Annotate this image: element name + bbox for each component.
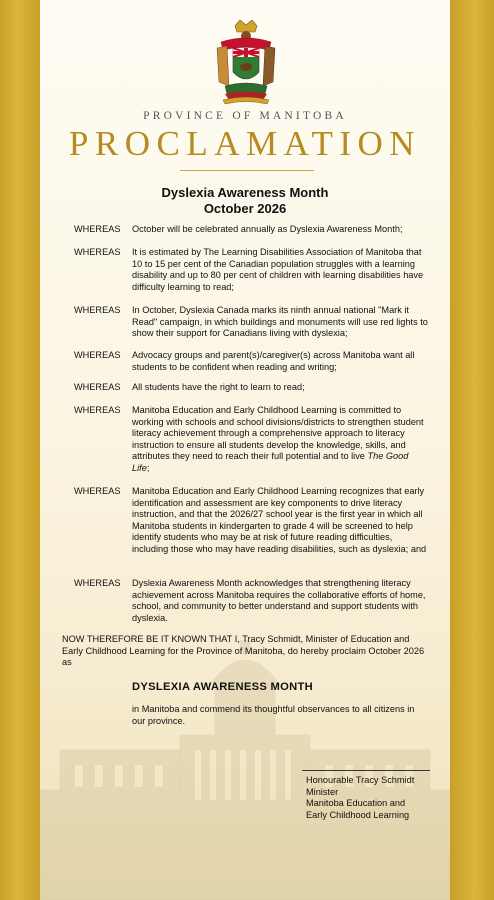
- clause-keyword: WHEREAS: [74, 486, 121, 496]
- signature-line: [302, 770, 430, 771]
- title-line-1: Dyslexia Awareness Month: [161, 185, 329, 200]
- document-title: [40, 185, 450, 217]
- clause-keyword: WHEREAS: [74, 578, 121, 588]
- clause-text: All students have the right to learn to read;: [132, 382, 305, 392]
- italic-phrase: The Good Life: [132, 451, 409, 473]
- manitoba-coat-of-arms-icon: [211, 20, 281, 104]
- clause-text: Manitoba Education and Early Childhood Learning is committed to working with schools and school divisions/districts to strengthen student literacy achievement through a comprehensive approach to literacy instruction to ensure all students develop the knowledge, skills, and attributes they need to reach their full potential and to live: [132, 405, 424, 462]
- clause-keyword: WHEREAS: [74, 224, 121, 234]
- clause-text: Dyslexia Awareness Month acknowledges that strengthening literacy achievement across Manitoba requires the collaborative efforts of home, school, and community to better understand and support students with dyslexia.: [132, 578, 426, 623]
- clause-keyword: WHEREAS: [74, 405, 121, 415]
- clause-text: Manitoba Education and Early Childhood Learning recognizes that early identification and assessment are key components to drive literacy instruction, and that the 2026/27 school year is the first year in which all Manitoba students in kindergarten to grade 4 will be screened to help identify students who may be at risk of future reading difficulties, including those who may have reading disabilities, such as dyslexia; and: [132, 486, 427, 554]
- clause-keyword: WHEREAS: [74, 247, 121, 257]
- heading-divider: [180, 170, 314, 171]
- clause-text: In October, Dyslexia Canada marks its ninth annual national "Mark it Read" campaign, in which buildings and monuments will use red lights to show their support for Canadians living with dyslexia;: [132, 305, 428, 339]
- signatory-name: Honourable Tracy Schmidt: [306, 775, 415, 785]
- proclaimed-month: DYSLEXIA AWARENESS MONTH: [132, 681, 314, 693]
- clause-keyword: WHEREAS: [74, 350, 121, 360]
- closing-statement: in Manitoba and commend its thoughtful observances to all citizens in our province.: [132, 704, 415, 726]
- signature-block: [306, 775, 436, 821]
- clause-text: It is estimated by The Learning Disabilities Association of Manitoba that 10 to 15 per cent of the Canadian population struggles with a learning disability and up to 80 per cent of children with learning disabilities have difficulty learning to read;: [132, 247, 424, 292]
- left-gold-border: [0, 0, 40, 900]
- clause-keyword: WHEREAS: [74, 305, 121, 315]
- clause-punctuation: ;: [146, 462, 150, 473]
- proclamation-heading: PROCLAMATION: [68, 124, 422, 163]
- clause-text-with-italic: [132, 405, 428, 475]
- clause-keyword: WHEREAS: [74, 382, 121, 392]
- right-gold-border: [450, 0, 494, 900]
- province-heading: PROVINCE OF MANITOBA: [143, 110, 347, 122]
- signatory-department-line-1: Manitoba Education and: [306, 798, 406, 809]
- signatory-title: Minister: [306, 786, 339, 797]
- signatory-department-line-2: Early Childhood Learning: [306, 809, 410, 820]
- proclamation-statement: NOW THEREFORE BE IT KNOWN THAT I, Tracy Schmidt, Minister of Education and Early Childhood Learning for the Province of Manitoba, do hereby proclaim October 2026 as: [62, 634, 425, 668]
- title-line-2: October 2026: [203, 201, 287, 216]
- clause-text: Advocacy groups and parent(s)/caregiver(s) across Manitoba want all students to be confident when reading and writing;: [132, 350, 415, 372]
- clause-text: October will be celebrated annually as Dyslexia Awareness Month;: [132, 224, 403, 234]
